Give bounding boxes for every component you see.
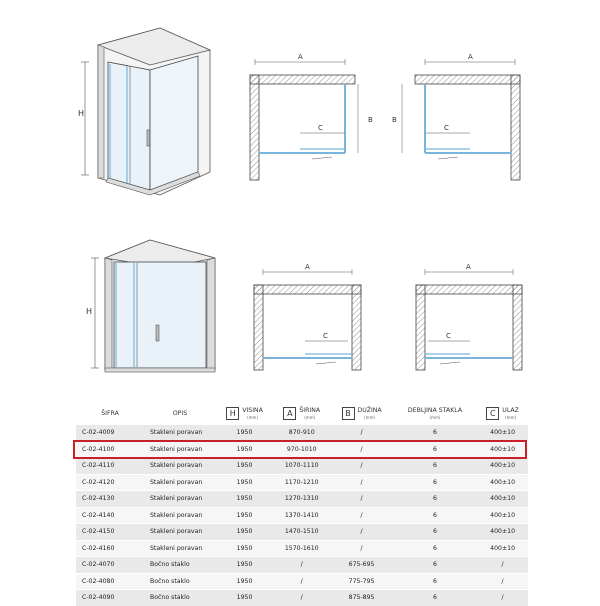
header-duzina: B DUŽINA (mm) bbox=[330, 402, 392, 425]
cell-duzina: / bbox=[330, 524, 392, 541]
height-icon: H bbox=[226, 407, 239, 420]
cell-ulaz: / bbox=[477, 557, 528, 574]
svg-text:B: B bbox=[368, 116, 373, 124]
cell-visina: 1950 bbox=[216, 491, 273, 508]
table-row bbox=[76, 491, 528, 508]
cell-duzina: / bbox=[330, 474, 392, 491]
cell-debljina: 6 bbox=[393, 474, 477, 491]
cell-visina: 1950 bbox=[216, 573, 273, 590]
header-sirina: A ŠIRINA (mm) bbox=[273, 402, 330, 425]
cell-opis: Bočno staklo bbox=[144, 590, 216, 606]
table-row bbox=[76, 458, 528, 475]
cell-sirina: / bbox=[273, 573, 330, 590]
height-label: H bbox=[86, 307, 93, 316]
cell-sirina: 1170-1210 bbox=[273, 474, 330, 491]
spec-table bbox=[76, 402, 528, 606]
cell-sirina: 870-910 bbox=[273, 425, 330, 442]
cell-opis: Stakleni poravan bbox=[144, 507, 216, 524]
cell-sirina: 970-1010 bbox=[273, 441, 330, 458]
table-row bbox=[76, 425, 528, 442]
cell-opis: Stakleni poravan bbox=[144, 425, 216, 442]
cell-duzina: 875-895 bbox=[330, 590, 392, 606]
cell-ulaz: 400±10 bbox=[477, 507, 528, 524]
cell-sifra: C-02-4090 bbox=[76, 590, 144, 606]
cell-debljina: 6 bbox=[393, 441, 477, 458]
cell-debljina: 6 bbox=[393, 573, 477, 590]
cell-sifra: C-02-4080 bbox=[76, 573, 144, 590]
svg-text:B: B bbox=[392, 116, 397, 124]
cell-debljina: 6 bbox=[393, 425, 477, 442]
cell-opis: Stakleni poravan bbox=[144, 474, 216, 491]
cell-sirina: 1470-1510 bbox=[273, 524, 330, 541]
table-row bbox=[76, 573, 528, 590]
cell-sifra: C-02-4140 bbox=[76, 507, 144, 524]
cell-opis: Bočno staklo bbox=[144, 557, 216, 574]
cell-opis: Stakleni poravan bbox=[144, 540, 216, 557]
cell-visina: 1950 bbox=[216, 540, 273, 557]
corner-enclosure-perspective bbox=[78, 28, 210, 195]
cell-duzina: / bbox=[330, 441, 392, 458]
svg-text:A: A bbox=[305, 263, 310, 271]
cell-sirina: 1070-1110 bbox=[273, 458, 330, 475]
svg-text:C: C bbox=[446, 332, 451, 340]
cell-visina: 1950 bbox=[216, 425, 273, 442]
cell-sifra: C-02-4130 bbox=[76, 491, 144, 508]
table-header-row bbox=[76, 402, 528, 425]
cell-debljina: 6 bbox=[393, 524, 477, 541]
cell-visina: 1950 bbox=[216, 441, 273, 458]
corner-plan-view-1 bbox=[250, 53, 373, 180]
cell-opis: Bočno staklo bbox=[144, 573, 216, 590]
table-row bbox=[76, 474, 528, 491]
cell-sirina: / bbox=[273, 557, 330, 574]
cell-sifra: C-02-4100 bbox=[76, 441, 144, 458]
table-row bbox=[76, 590, 528, 606]
header-opis: OPIS bbox=[172, 409, 188, 417]
cell-sifra: C-02-4110 bbox=[76, 458, 144, 475]
cell-debljina: 6 bbox=[393, 507, 477, 524]
cell-visina: 1950 bbox=[216, 474, 273, 491]
cell-debljina: 6 bbox=[393, 491, 477, 508]
cell-duzina: 775-795 bbox=[330, 573, 392, 590]
cell-ulaz: 400±10 bbox=[477, 474, 528, 491]
cell-debljina: 6 bbox=[393, 590, 477, 606]
cell-ulaz: / bbox=[477, 573, 528, 590]
svg-text:A: A bbox=[468, 53, 473, 61]
cell-ulaz: 400±10 bbox=[477, 491, 528, 508]
niche-enclosure-perspective bbox=[86, 240, 215, 372]
corner-plan-view-2 bbox=[392, 53, 520, 180]
cell-debljina: 6 bbox=[393, 458, 477, 475]
cell-sifra: C-02-4160 bbox=[76, 540, 144, 557]
header-ulaz: C ULAZ (mm) bbox=[477, 402, 528, 425]
table-row bbox=[76, 557, 528, 574]
table-row bbox=[76, 540, 528, 557]
niche-plan-view-1 bbox=[254, 263, 361, 370]
cell-sirina: 1370-1410 bbox=[273, 507, 330, 524]
cell-visina: 1950 bbox=[216, 458, 273, 475]
cell-ulaz: 400±10 bbox=[477, 458, 528, 475]
svg-text:A: A bbox=[298, 53, 303, 61]
cell-opis: Stakleni poravan bbox=[144, 491, 216, 508]
svg-text:A: A bbox=[466, 263, 471, 271]
cell-duzina: 675-695 bbox=[330, 557, 392, 574]
cell-sifra: C-02-4070 bbox=[76, 557, 144, 574]
svg-text:C: C bbox=[323, 332, 328, 340]
cell-sifra: C-02-4150 bbox=[76, 524, 144, 541]
table-row bbox=[76, 507, 528, 524]
cell-visina: 1950 bbox=[216, 524, 273, 541]
cell-sirina: 1270-1310 bbox=[273, 491, 330, 508]
cell-duzina: / bbox=[330, 458, 392, 475]
cell-visina: 1950 bbox=[216, 590, 273, 606]
cell-visina: 1950 bbox=[216, 557, 273, 574]
header-sifra: ŠIFRA bbox=[101, 409, 119, 417]
cell-sirina: 1570-1610 bbox=[273, 540, 330, 557]
cell-duzina: / bbox=[330, 425, 392, 442]
entry-icon: C bbox=[486, 407, 499, 420]
cell-opis: Stakleni poravan bbox=[144, 458, 216, 475]
height-label: H bbox=[78, 109, 85, 118]
cell-debljina: 6 bbox=[393, 557, 477, 574]
cell-sirina: / bbox=[273, 590, 330, 606]
header-visina: H VISINA (mm) bbox=[216, 402, 273, 425]
cell-duzina: / bbox=[330, 491, 392, 508]
cell-ulaz: / bbox=[477, 590, 528, 606]
width-icon: A bbox=[283, 407, 296, 420]
cell-ulaz: 400±10 bbox=[477, 540, 528, 557]
cell-visina: 1950 bbox=[216, 507, 273, 524]
cell-opis: Stakleni poravan bbox=[144, 524, 216, 541]
cell-duzina: / bbox=[330, 540, 392, 557]
length-icon: B bbox=[342, 407, 355, 420]
table-row bbox=[76, 441, 528, 458]
cell-sifra: C-02-4009 bbox=[76, 425, 144, 442]
svg-text:C: C bbox=[318, 124, 323, 132]
header-debljina: DEBLJINA STAKLA (mm) bbox=[407, 406, 463, 420]
cell-ulaz: 400±10 bbox=[477, 425, 528, 442]
cell-opis: Stakleni poravan bbox=[144, 441, 216, 458]
svg-text:C: C bbox=[444, 124, 449, 132]
cell-sifra: C-02-4120 bbox=[76, 474, 144, 491]
cell-ulaz: 400±10 bbox=[477, 441, 528, 458]
table-row bbox=[76, 524, 528, 541]
cell-duzina: / bbox=[330, 507, 392, 524]
cell-ulaz: 400±10 bbox=[477, 524, 528, 541]
cell-debljina: 6 bbox=[393, 540, 477, 557]
niche-plan-view-2 bbox=[416, 263, 522, 370]
